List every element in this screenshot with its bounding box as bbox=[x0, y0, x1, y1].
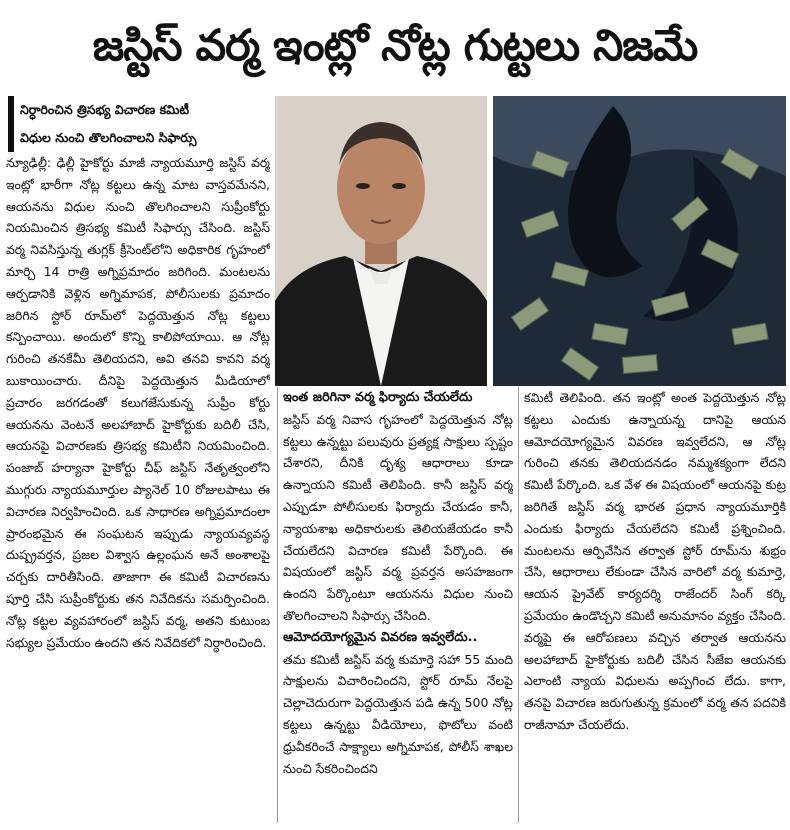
burnt-cash-photo bbox=[493, 96, 786, 386]
article-column-2 bbox=[283, 387, 513, 827]
subheadline-box bbox=[8, 96, 270, 152]
subheadline-2: విధుల నుంచి తొలగించాలని సిఫార్సు bbox=[8, 124, 270, 152]
column2-paragraph-1: జస్టిస్ వర్మ నివాస గృహంలో పెద్దయెత్తున నోట్ల కట్టలు ఉన్నట్టు పలువురు ప్రత్యక్ష సాక్షులు స్పష్టం చేశారని, దీనికి దృశ్య ఆధారాలు కూడా ఉన్నాయని కమిటీ తెలిపింది. కానీ జస్టిస్ వర్మ ఎప్పుడూ పోలీసులకు ఫిర్యాదు చేయడం కానీ, న్యాయశాఖ అధికారులకు తెలియజేయడం కానీ చేయలేదని విచారణ కమిటీ పేర్కొంది. ఈ విషయంలో జస్టిస్ వర్మ ప్రవర్తన అసహజంగా ఉందని పేర్కొంటూ ఆయనను విధుల నుంచి తొలగించాలని సిఫార్సు చేసింది. bbox=[283, 411, 513, 623]
column-divider bbox=[277, 387, 278, 823]
column2-subhead-1: ఇంత జరిగినా వర్మ ఫిర్యాదు చేయలేదు bbox=[283, 390, 473, 405]
justice-varma-photo bbox=[275, 96, 487, 386]
article-column-1: న్యూఢిల్లీ: ఢిల్లీ హైకోర్టు మాజీ న్యాయమూర్తి జస్టిస్ వర్మ ఇంట్లో భారీగా నోట్ల కట్టలు ఉన్న మాట వాస్తవమేనని, ఆయనను విధుల నుంచి తొలగించాలని సుప్రీంకోర్టు నియమించిన త్రిసభ్య కమిటీ సిఫార్సు చేసింది. జస్టిస్ వర్మ నివసిస్తున్న తుగ్లక్ క్రీసెంట్‌లోని అధికారిక గృహంలో మార్చి 14 రాత్రి అగ్నిప్రమాదం జరిగింది. మంటలను ఆర్పడానికి వెళ్లిన అగ్నిమాపక, పోలీసులకు ప్రమాదం జరిగిన స్టోర్ రూమ్‌లో పెద్దయెత్తున నోట్ల కట్టలు కన్పించాయి. అందులో కొన్ని కాలిపోయాయి. ఆ నోట్ల గురించి తనకేమీ తెలియదని, అవి తనవి కావని వర్మ బుకాయించారు. దీనిపై పెద్దయెత్తున మీడియాలో ప్రచారం జరగడంతో కలుగజేసుకున్న సుప్రీం కోర్టు ఆయనను వెంటనే అలహాబాద్ హైకోర్టుకు బదిలీ చేసి, ఆయనపై విచారణకు త్రిసభ్య కమిటీని నియమించింది. పంజాబ్ హర్యానా హైకోర్టు చీఫ్ జస్టిస్ నేతృత్వంలోని ముగ్గురు న్యాయమూర్తుల ప్యానెల్ 10 రోజులపాటు ఈ విచారణ నిర్వహించింది. ఒక సాధారణ అగ్నిప్రమాదంలా ప్రారంభమైన ఈ సంఘటన ఇప్పుడు న్యాయవ్యవస్థ దుష్ప్రవర్తన, ప్రజల విశ్వాస ఉల్లంఘన అనే అంశాలపై చర్చకు దారితీసింది. తాజాగా ఈ కమిటీ విచారణను పూర్తి చేసి సుప్రీంకోర్టుకు తన నివేదికను సమర్పించింది. నోట్ల కట్టల వ్యవహారంలో జస్టిస్ వర్మ, అతని కుటుంబ సభ్యుల ప్రమేయం ఉందని తన నివేదికలో నిర్ధారించింది. bbox=[6, 155, 270, 650]
article-column-3: కమిటీ తెలిపింది. తన ఇంట్లో అంత పెద్దయెత్తున నోట్ల కట్టలు ఎందుకు ఉన్నాయన్న దానిపై ఆయన ఆమోదయోగ్యమైన వివరణ ఇవ్వలేదని, ఆ నోట్ల గురించి తనకు తెలియదనడం నమ్మశక్యంగా లేదని కమిటీ పేర్కొంది. ఒక వేళ ఈ విషయంలో ఆయనపై కుట్ర జరిగితే జస్టిస్ వర్మ భారత ప్రధాన న్యాయమూర్తికి ఎందుకు ఫిర్యాదు చేయలేదని కమిటీ ప్రశ్నించింది. మంటలను ఆర్పివేసిన తర్వాత స్టోర్ రూమ్‌ను శుభ్రం చేసి, ఆధారాలు లేకుండా చేసిన వారిలో వర్మ కుమార్తె, ఆయన ప్రైవేట్ కార్యదర్శి రాజేందర్ సింగ్ కర్కి ప్రమేయం ఉండొచ్చని కమిటీ అనుమానం వ్యక్తం చేసింది. వర్మపై ఈ ఆరోపణలు వచ్చిన తర్వాత ఆయనను అలహాబాద్ హైకోర్టుకు బదిలీ చేసిన సీజేఐ ఆయనకు ఎలాంటి న్యాయ విధులను అప్పగించ లేదు. కాగా, తనపై విచారణ జరుగుతున్న క్రమంలో వర్మ తన పదవికి రాజీనామా చేయలేదు. bbox=[524, 390, 786, 732]
column2-paragraph-2: తమ కమిటీ జస్టిస్ వర్మ కుమార్తె సహా 55 మంది సాక్షులను విచారించిందని, స్టోర్ రూమ్ నేలపై చెల్లాచెదురుగా పెద్దయెత్తున పడి ఉన్న 500 నోట్ల కట్టలు ఉన్నట్టు వీడియోలు, ఫొటోలు వంటి ధ్రువీకరించే సాక్ష్యాలు అగ్నిమాపక, పోలీస్ శాఖల నుంచి సేకరించిందని bbox=[283, 651, 513, 776]
column2-subhead-2: ఆమోదయోగ్యమైన వివరణ ఇవ్వలేదు.. bbox=[283, 629, 478, 645]
burnt-notes-illustration bbox=[493, 96, 786, 386]
headline: జస్టిస్ వర్మ ఇంట్లో నోట్ల గుట్టలు నిజమే bbox=[92, 21, 698, 71]
subheadline-1: నిర్ధారించిన త్రిసభ్య విచారణ కమిటీ bbox=[8, 96, 270, 124]
column-divider bbox=[518, 387, 519, 823]
judge-portrait-illustration bbox=[275, 96, 487, 386]
